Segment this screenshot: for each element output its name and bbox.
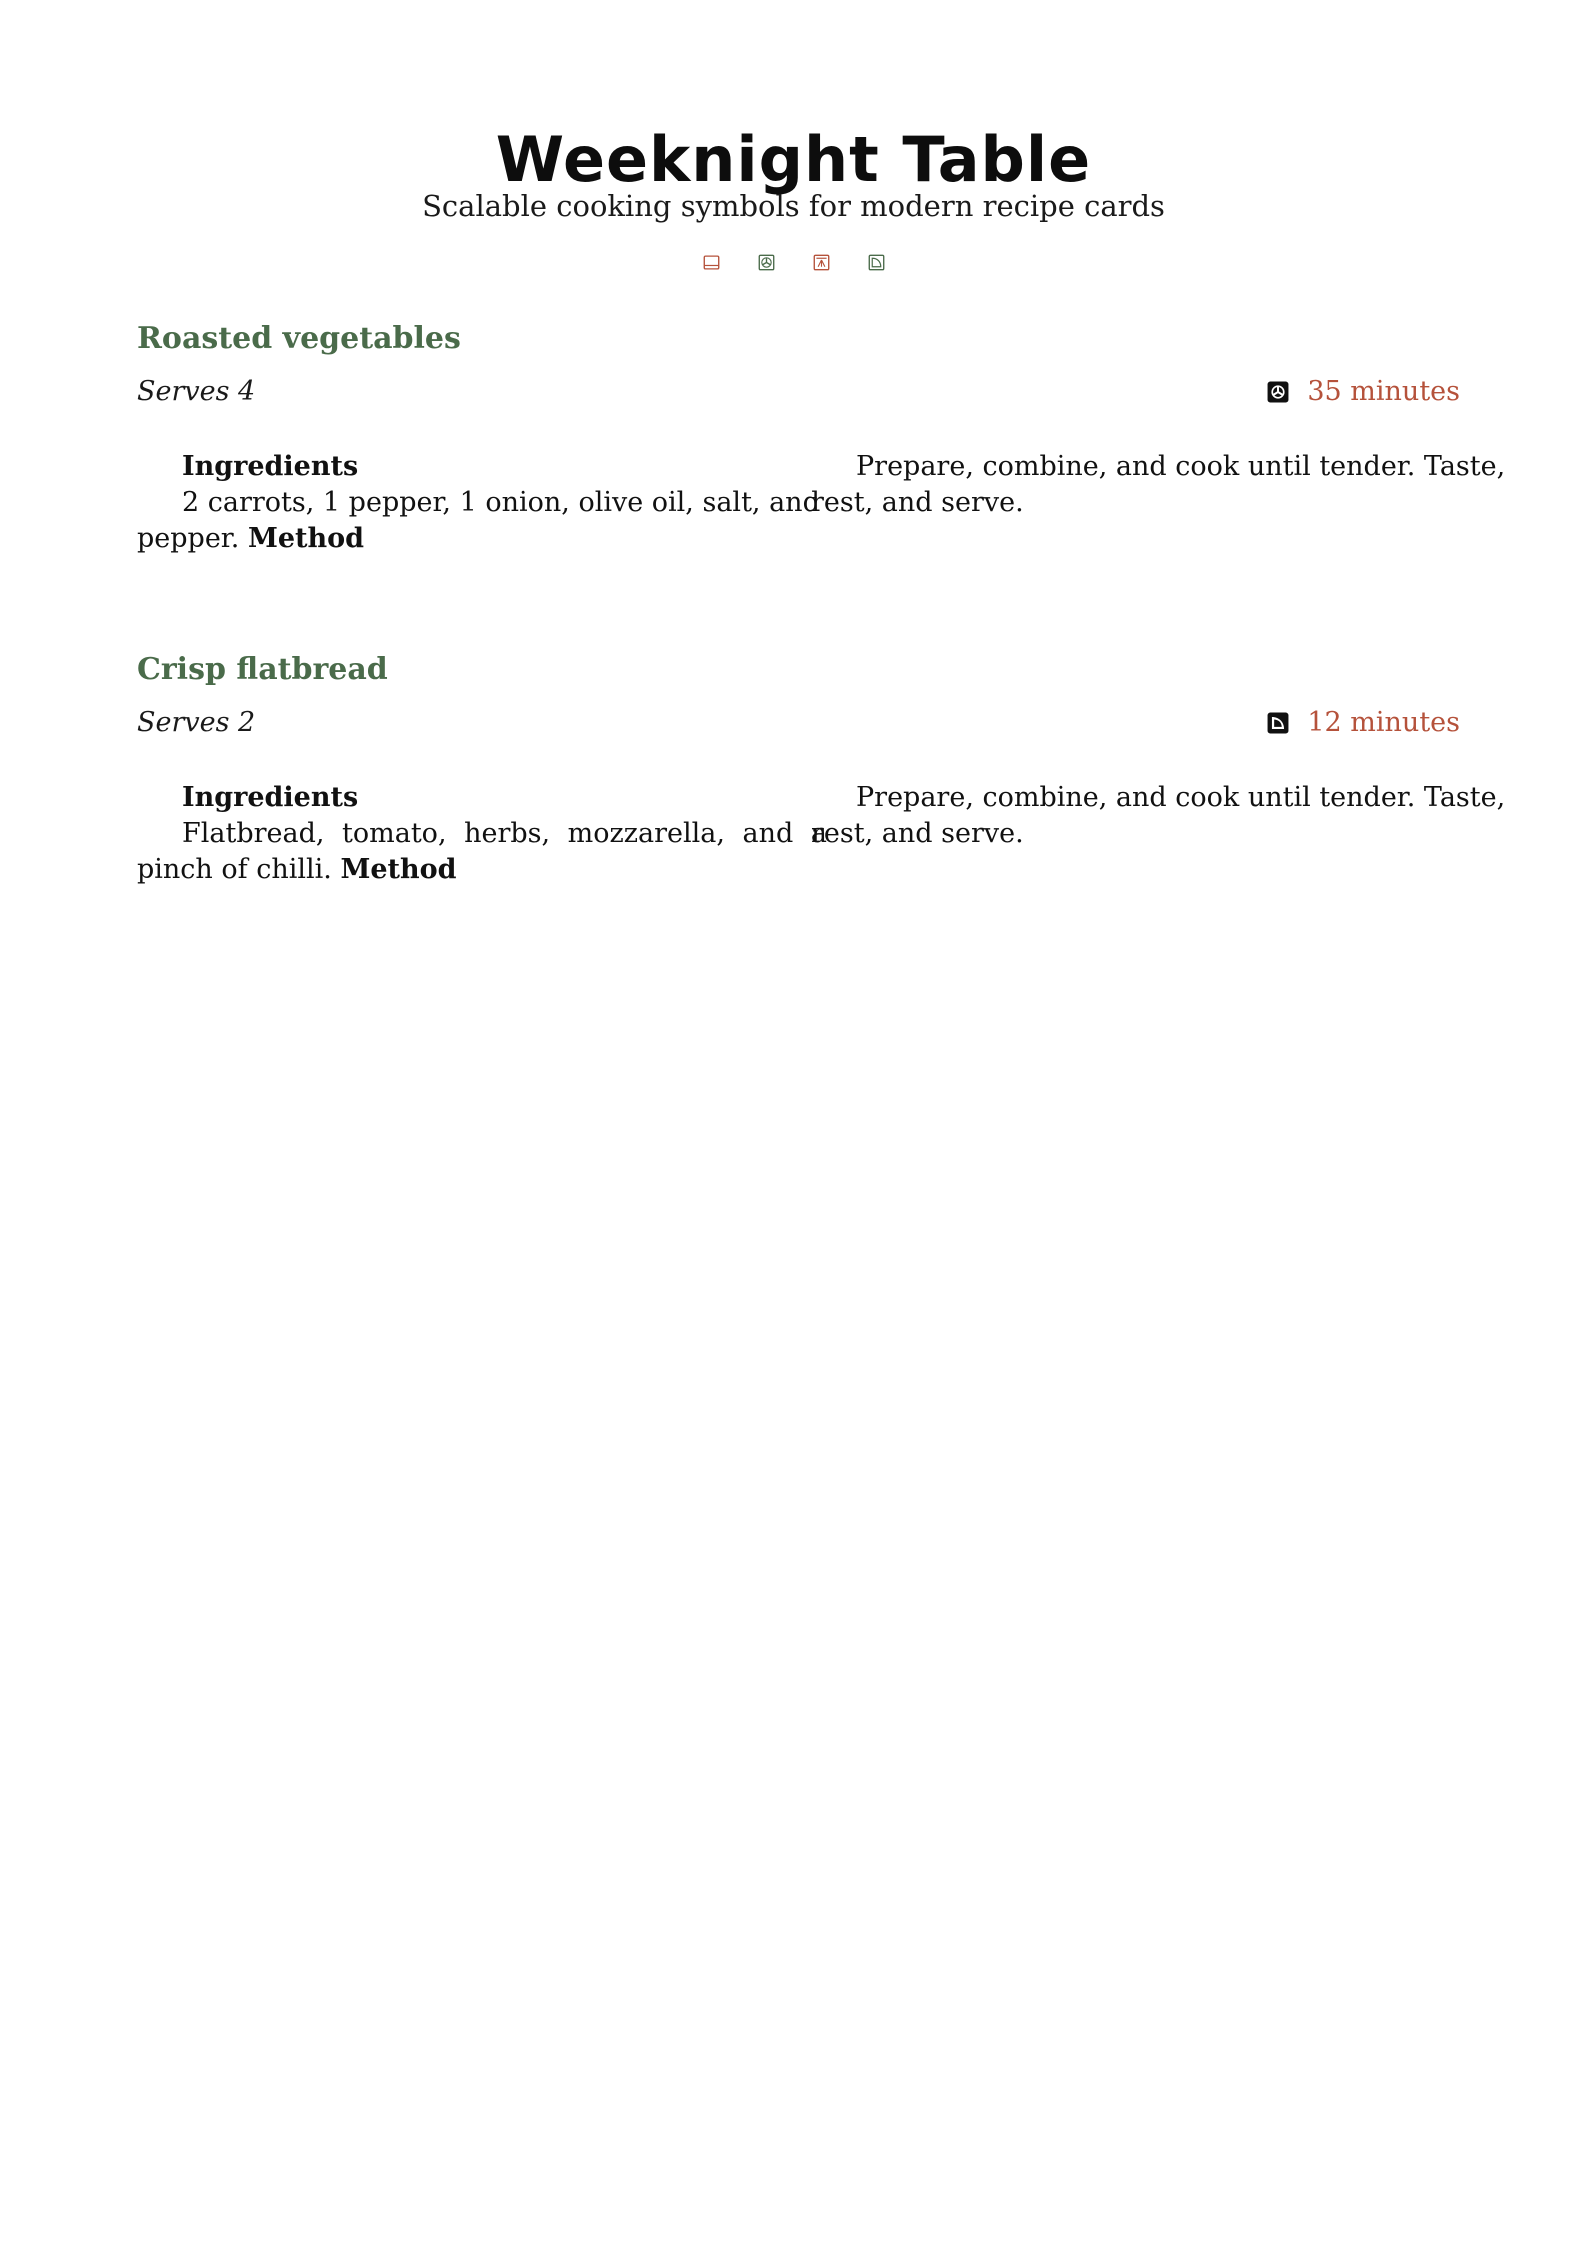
recipe-title: Roasted vegetables <box>137 321 461 356</box>
cook-time <box>1267 375 1460 409</box>
recipe-card <box>137 650 1506 910</box>
method-column <box>811 449 1506 521</box>
ingredients-heading: Ingredients <box>182 782 359 813</box>
ingredients-column <box>137 780 827 888</box>
method-text: Prepare, combine, and cook until tender. Taste, <box>856 451 1506 482</box>
document-title: Weeknight Table <box>495 123 1092 196</box>
ingredients-text: 2 carrots, 1 pepper, 1 onion, olive oil, salt, and <box>182 487 820 518</box>
ingredients-text-continued: pinch of chilli. <box>137 854 332 885</box>
recipe-title: Crisp flatbread <box>137 652 388 687</box>
cook-time <box>1267 706 1460 740</box>
cooking-symbols-row <box>0 254 1587 274</box>
method-heading: Method <box>340 854 457 885</box>
method-text-continued: rest, and serve. <box>811 818 1024 849</box>
serves-label: Serves 2 <box>137 707 256 738</box>
oven-icon <box>703 254 720 271</box>
fan-oven-icon <box>758 254 775 271</box>
cook-time-text: 12 minutes <box>1307 707 1460 738</box>
ingredients-column <box>137 449 820 557</box>
ingredients-text: Flatbread, tomato, herbs, mozzarella, and a <box>182 818 827 849</box>
grill-icon <box>813 254 830 271</box>
recipe-card <box>137 319 1506 579</box>
pan-icon <box>868 254 885 271</box>
serves-label: Serves 4 <box>137 376 256 407</box>
method-heading: Method <box>247 523 364 554</box>
ingredients-text-continued: pepper. <box>137 523 240 554</box>
pan-icon <box>1267 712 1289 734</box>
method-text-continued: rest, and serve. <box>811 487 1024 518</box>
ingredients-heading: Ingredients <box>182 451 359 482</box>
method-column <box>811 780 1506 852</box>
cook-time-text: 35 minutes <box>1307 376 1460 407</box>
document-subtitle: Scalable cooking symbols for modern recipe cards <box>422 189 1165 223</box>
method-text: Prepare, combine, and cook until tender. Taste, <box>856 782 1506 813</box>
fan-oven-icon <box>1267 381 1289 403</box>
